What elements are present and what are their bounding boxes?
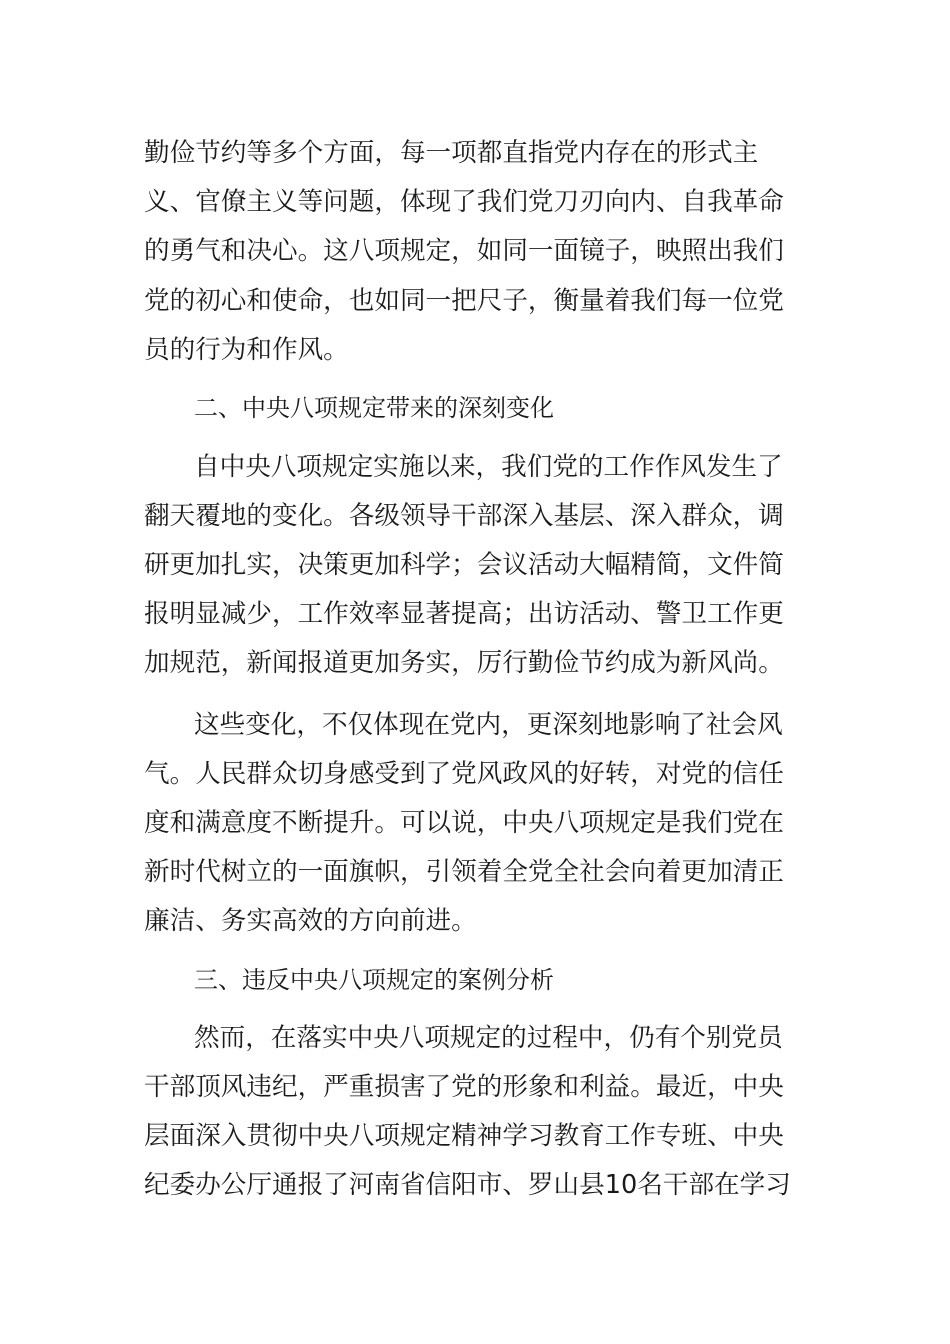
paragraph-4-line-3: 层面深入贯彻中央八项规定精神学习教育工作专班、中央 (144, 1121, 784, 1151)
paragraph-3-line-4: 新时代树立的一面旗帜，引领着全党全社会向着更加清正 (144, 857, 784, 887)
paragraph-2-line-1: 自中央八项规定实施以来，我们党的工作作风发生了 (194, 452, 783, 482)
paragraph-1-line-4: 党的初心和使命，也如同一把尺子，衡量着我们每一位党 (144, 286, 784, 316)
paragraph-3-line-1: 这些变化，不仅体现在党内，更深刻地影响了社会风 (194, 710, 783, 740)
paragraph-1-line-2: 义、官僚主义等问题，体现了我们党刀刃向内、自我革命 (144, 187, 784, 217)
paragraph-2-line-5: 加规范，新闻报道更加务实，厉行勤俭节约成为新风尚。 (144, 648, 784, 678)
paragraph-1-line-5: 员的行为和作风。 (144, 335, 349, 365)
paragraph-4-line-2: 干部顶风违纪，严重损害了党的形象和利益。最近，中央 (144, 1072, 784, 1102)
paragraph-1-line-1: 勤俭节约等多个方面，每一项都直指党内存在的形式主 (144, 138, 759, 168)
paragraph-4-line-1: 然而，在落实中央八项规定的过程中，仍有个别党员 (194, 1023, 783, 1053)
paragraph-3-line-3: 度和满意度不断提升。可以说，中央八项规定是我们党在 (144, 808, 784, 838)
paragraph-2-line-2: 翻天覆地的变化。各级领导干部深入基层、深入群众，调 (144, 501, 784, 531)
paragraph-3-line-5: 廉洁、务实高效的方向前进。 (144, 906, 477, 936)
paragraph-2-line-3: 研更加扎实，决策更加科学；会议活动大幅精简，文件简 (144, 550, 784, 580)
paragraph-3-line-2: 气。人民群众切身感受到了党风政风的好转，对党的信任 (144, 759, 784, 789)
paragraph-1-line-3: 的勇气和决心。这八项规定，如同一面镜子，映照出我们 (144, 236, 784, 266)
section-heading-2: 二、中央八项规定带来的深刻变化 (194, 394, 554, 422)
paragraph-4-line-4: 纪委办公厅通报了河南省信阳市、罗山县10名干部在学习 (144, 1170, 791, 1200)
paragraph-2-line-4: 报明显减少，工作效率显著提高；出访活动、警卫工作更 (144, 599, 784, 629)
section-heading-3: 三、违反中央八项规定的案例分析 (194, 966, 554, 994)
